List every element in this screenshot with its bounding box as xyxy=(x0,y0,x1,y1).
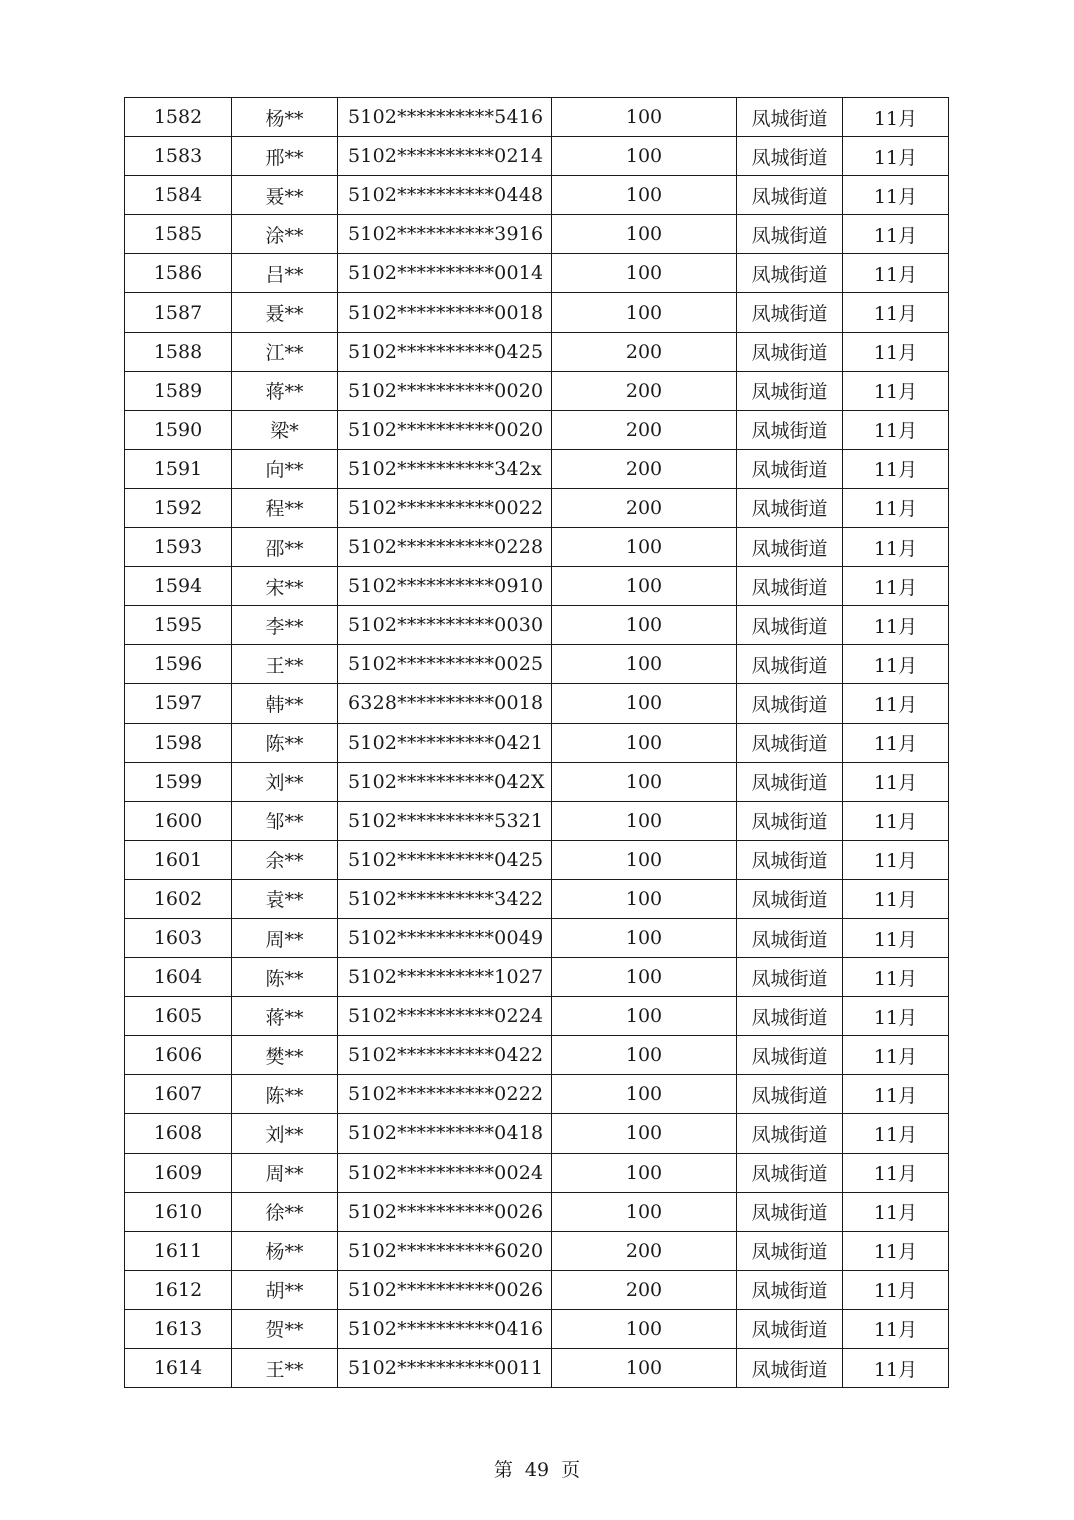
cell-serial-number: 1590 xyxy=(125,410,232,449)
cell-id-number: 5102**********0026 xyxy=(338,1270,552,1309)
cell-name: 涂** xyxy=(232,215,338,254)
table-row xyxy=(125,1153,949,1192)
cell-amount: 200 xyxy=(552,332,737,371)
table-row xyxy=(125,879,949,918)
cell-name: 余** xyxy=(232,840,338,879)
table-row xyxy=(125,410,949,449)
cell-serial-number: 1613 xyxy=(125,1309,232,1348)
cell-month: 11月 xyxy=(843,1270,949,1309)
cell-amount: 200 xyxy=(552,1270,737,1309)
cell-street: 凤城街道 xyxy=(737,645,843,684)
table-row xyxy=(125,723,949,762)
cell-id-number: 5102**********0011 xyxy=(338,1349,552,1388)
cell-name: 陈** xyxy=(232,1075,338,1114)
cell-id-number: 5102**********0025 xyxy=(338,645,552,684)
cell-id-number: 5102**********342x xyxy=(338,449,552,488)
cell-id-number: 5102**********0030 xyxy=(338,606,552,645)
cell-id-number: 5102**********6020 xyxy=(338,1231,552,1270)
cell-month: 11月 xyxy=(843,1309,949,1348)
cell-street: 凤城街道 xyxy=(737,762,843,801)
cell-month: 11月 xyxy=(843,1114,949,1153)
cell-street: 凤城街道 xyxy=(737,528,843,567)
cell-name: 向** xyxy=(232,449,338,488)
cell-amount: 100 xyxy=(552,1192,737,1231)
cell-amount: 100 xyxy=(552,1114,737,1153)
cell-amount: 100 xyxy=(552,762,737,801)
cell-amount: 200 xyxy=(552,371,737,410)
cell-street: 凤城街道 xyxy=(737,1153,843,1192)
cell-amount: 100 xyxy=(552,723,737,762)
cell-id-number: 5102**********0020 xyxy=(338,371,552,410)
cell-name: 王** xyxy=(232,1349,338,1388)
cell-serial-number: 1594 xyxy=(125,567,232,606)
cell-street: 凤城街道 xyxy=(737,1309,843,1348)
cell-month: 11月 xyxy=(843,332,949,371)
cell-id-number: 5102**********3422 xyxy=(338,879,552,918)
table-row xyxy=(125,762,949,801)
cell-id-number: 5102**********0910 xyxy=(338,567,552,606)
cell-month: 11月 xyxy=(843,98,949,137)
cell-amount: 200 xyxy=(552,488,737,527)
cell-month: 11月 xyxy=(843,1231,949,1270)
cell-street: 凤城街道 xyxy=(737,723,843,762)
cell-street: 凤城街道 xyxy=(737,176,843,215)
cell-serial-number: 1585 xyxy=(125,215,232,254)
cell-id-number: 5102**********0014 xyxy=(338,254,552,293)
cell-amount: 100 xyxy=(552,606,737,645)
cell-amount: 100 xyxy=(552,997,737,1036)
cell-id-number: 6328**********0018 xyxy=(338,684,552,723)
cell-amount: 100 xyxy=(552,1153,737,1192)
cell-name: 胡** xyxy=(232,1270,338,1309)
cell-street: 凤城街道 xyxy=(737,293,843,332)
cell-name: 蒋** xyxy=(232,371,338,410)
cell-name: 梁* xyxy=(232,410,338,449)
table-row xyxy=(125,488,949,527)
table-row xyxy=(125,567,949,606)
cell-id-number: 5102**********5321 xyxy=(338,801,552,840)
table-row xyxy=(125,918,949,957)
cell-serial-number: 1604 xyxy=(125,958,232,997)
cell-month: 11月 xyxy=(843,1192,949,1231)
table-row xyxy=(125,840,949,879)
cell-serial-number: 1586 xyxy=(125,254,232,293)
page-footer-suffix: 页 xyxy=(561,1459,581,1481)
cell-street: 凤城街道 xyxy=(737,1231,843,1270)
cell-amount: 100 xyxy=(552,918,737,957)
cell-street: 凤城街道 xyxy=(737,684,843,723)
cell-amount: 100 xyxy=(552,1349,737,1388)
cell-street: 凤城街道 xyxy=(737,918,843,957)
cell-month: 11月 xyxy=(843,723,949,762)
cell-id-number: 5102**********0416 xyxy=(338,1309,552,1348)
cell-serial-number: 1607 xyxy=(125,1075,232,1114)
cell-month: 11月 xyxy=(843,137,949,176)
cell-id-number: 5102**********0418 xyxy=(338,1114,552,1153)
cell-name: 邹** xyxy=(232,801,338,840)
table-row xyxy=(125,332,949,371)
cell-month: 11月 xyxy=(843,684,949,723)
cell-serial-number: 1599 xyxy=(125,762,232,801)
table-row xyxy=(125,215,949,254)
cell-serial-number: 1589 xyxy=(125,371,232,410)
cell-name: 陈** xyxy=(232,958,338,997)
cell-amount: 100 xyxy=(552,1309,737,1348)
cell-name: 樊** xyxy=(232,1036,338,1075)
cell-name: 韩** xyxy=(232,684,338,723)
cell-name: 陈** xyxy=(232,723,338,762)
table-row xyxy=(125,1036,949,1075)
cell-id-number: 5102**********0020 xyxy=(338,410,552,449)
cell-amount: 100 xyxy=(552,645,737,684)
cell-id-number: 5102**********0026 xyxy=(338,1192,552,1231)
table-row xyxy=(125,1349,949,1388)
cell-month: 11月 xyxy=(843,997,949,1036)
cell-id-number: 5102**********0024 xyxy=(338,1153,552,1192)
cell-month: 11月 xyxy=(843,488,949,527)
cell-amount: 100 xyxy=(552,958,737,997)
cell-month: 11月 xyxy=(843,449,949,488)
cell-month: 11月 xyxy=(843,762,949,801)
cell-serial-number: 1593 xyxy=(125,528,232,567)
cell-id-number: 5102**********0422 xyxy=(338,1036,552,1075)
cell-serial-number: 1609 xyxy=(125,1153,232,1192)
cell-amount: 100 xyxy=(552,254,737,293)
table-row xyxy=(125,1075,949,1114)
cell-street: 凤城街道 xyxy=(737,567,843,606)
cell-street: 凤城街道 xyxy=(737,254,843,293)
cell-street: 凤城街道 xyxy=(737,840,843,879)
table-row xyxy=(125,1309,949,1348)
cell-month: 11月 xyxy=(843,1349,949,1388)
cell-id-number: 5102**********0228 xyxy=(338,528,552,567)
table-row xyxy=(125,958,949,997)
table-row xyxy=(125,293,949,332)
cell-name: 贺** xyxy=(232,1309,338,1348)
cell-amount: 100 xyxy=(552,684,737,723)
table-row xyxy=(125,137,949,176)
cell-serial-number: 1610 xyxy=(125,1192,232,1231)
cell-serial-number: 1591 xyxy=(125,449,232,488)
cell-name: 宋** xyxy=(232,567,338,606)
cell-serial-number: 1597 xyxy=(125,684,232,723)
cell-serial-number: 1605 xyxy=(125,997,232,1036)
cell-serial-number: 1611 xyxy=(125,1231,232,1270)
cell-name: 刘** xyxy=(232,762,338,801)
cell-serial-number: 1602 xyxy=(125,879,232,918)
cell-id-number: 5102**********0224 xyxy=(338,997,552,1036)
table-row xyxy=(125,801,949,840)
cell-street: 凤城街道 xyxy=(737,958,843,997)
cell-street: 凤城街道 xyxy=(737,137,843,176)
cell-street: 凤城街道 xyxy=(737,1075,843,1114)
cell-month: 11月 xyxy=(843,606,949,645)
page-footer xyxy=(0,1455,1074,1482)
cell-month: 11月 xyxy=(843,528,949,567)
cell-name: 李** xyxy=(232,606,338,645)
cell-serial-number: 1598 xyxy=(125,723,232,762)
cell-id-number: 5102**********0214 xyxy=(338,137,552,176)
cell-name: 刘** xyxy=(232,1114,338,1153)
cell-id-number: 5102**********1027 xyxy=(338,958,552,997)
cell-amount: 100 xyxy=(552,801,737,840)
cell-name: 王** xyxy=(232,645,338,684)
cell-street: 凤城街道 xyxy=(737,879,843,918)
cell-serial-number: 1587 xyxy=(125,293,232,332)
cell-serial-number: 1606 xyxy=(125,1036,232,1075)
cell-amount: 100 xyxy=(552,1036,737,1075)
table-row xyxy=(125,254,949,293)
cell-id-number: 5102**********0222 xyxy=(338,1075,552,1114)
cell-street: 凤城街道 xyxy=(737,410,843,449)
cell-serial-number: 1584 xyxy=(125,176,232,215)
cell-street: 凤城街道 xyxy=(737,997,843,1036)
cell-name: 程** xyxy=(232,488,338,527)
cell-name: 杨** xyxy=(232,1231,338,1270)
page-footer-prefix: 第 xyxy=(493,1459,513,1481)
cell-serial-number: 1583 xyxy=(125,137,232,176)
table-row xyxy=(125,684,949,723)
cell-name: 徐** xyxy=(232,1192,338,1231)
cell-serial-number: 1614 xyxy=(125,1349,232,1388)
table-row xyxy=(125,98,949,137)
cell-name: 袁** xyxy=(232,879,338,918)
cell-month: 11月 xyxy=(843,958,949,997)
cell-id-number: 5102**********3916 xyxy=(338,215,552,254)
table-row xyxy=(125,528,949,567)
cell-serial-number: 1608 xyxy=(125,1114,232,1153)
cell-month: 11月 xyxy=(843,840,949,879)
cell-amount: 100 xyxy=(552,176,737,215)
cell-name: 周** xyxy=(232,1153,338,1192)
cell-month: 11月 xyxy=(843,567,949,606)
cell-id-number: 5102**********0425 xyxy=(338,332,552,371)
cell-month: 11月 xyxy=(843,410,949,449)
cell-name: 聂** xyxy=(232,293,338,332)
table-row xyxy=(125,1114,949,1153)
table-row xyxy=(125,371,949,410)
cell-street: 凤城街道 xyxy=(737,371,843,410)
cell-id-number: 5102**********0421 xyxy=(338,723,552,762)
cell-month: 11月 xyxy=(843,293,949,332)
cell-amount: 100 xyxy=(552,293,737,332)
cell-id-number: 5102**********0448 xyxy=(338,176,552,215)
table-row xyxy=(125,176,949,215)
cell-name: 聂** xyxy=(232,176,338,215)
cell-month: 11月 xyxy=(843,254,949,293)
cell-serial-number: 1601 xyxy=(125,840,232,879)
cell-name: 蒋** xyxy=(232,997,338,1036)
table-row xyxy=(125,449,949,488)
records-table-body xyxy=(125,98,949,1388)
table-row xyxy=(125,606,949,645)
cell-name: 邢** xyxy=(232,137,338,176)
cell-month: 11月 xyxy=(843,1075,949,1114)
cell-amount: 200 xyxy=(552,410,737,449)
cell-id-number: 5102**********042X xyxy=(338,762,552,801)
cell-street: 凤城街道 xyxy=(737,215,843,254)
cell-street: 凤城街道 xyxy=(737,1192,843,1231)
cell-street: 凤城街道 xyxy=(737,449,843,488)
cell-serial-number: 1596 xyxy=(125,645,232,684)
cell-id-number: 5102**********0022 xyxy=(338,488,552,527)
cell-name: 邵** xyxy=(232,528,338,567)
page-number: 49 xyxy=(524,1459,550,1481)
cell-month: 11月 xyxy=(843,176,949,215)
cell-amount: 100 xyxy=(552,98,737,137)
cell-serial-number: 1612 xyxy=(125,1270,232,1309)
cell-month: 11月 xyxy=(843,645,949,684)
cell-month: 11月 xyxy=(843,879,949,918)
cell-month: 11月 xyxy=(843,215,949,254)
cell-name: 杨** xyxy=(232,98,338,137)
cell-serial-number: 1595 xyxy=(125,606,232,645)
cell-amount: 100 xyxy=(552,528,737,567)
cell-month: 11月 xyxy=(843,1153,949,1192)
cell-month: 11月 xyxy=(843,371,949,410)
records-table xyxy=(124,97,949,1388)
table-row xyxy=(125,645,949,684)
table-row xyxy=(125,1192,949,1231)
cell-serial-number: 1603 xyxy=(125,918,232,957)
cell-month: 11月 xyxy=(843,801,949,840)
cell-amount: 100 xyxy=(552,1075,737,1114)
cell-street: 凤城街道 xyxy=(737,1349,843,1388)
cell-street: 凤城街道 xyxy=(737,606,843,645)
table-row xyxy=(125,1231,949,1270)
cell-serial-number: 1588 xyxy=(125,332,232,371)
cell-street: 凤城街道 xyxy=(737,488,843,527)
cell-street: 凤城街道 xyxy=(737,801,843,840)
cell-amount: 100 xyxy=(552,137,737,176)
cell-serial-number: 1582 xyxy=(125,98,232,137)
table-row xyxy=(125,1270,949,1309)
table-row xyxy=(125,997,949,1036)
cell-serial-number: 1592 xyxy=(125,488,232,527)
cell-name: 周** xyxy=(232,918,338,957)
cell-street: 凤城街道 xyxy=(737,98,843,137)
cell-id-number: 5102**********0018 xyxy=(338,293,552,332)
cell-month: 11月 xyxy=(843,1036,949,1075)
cell-name: 吕** xyxy=(232,254,338,293)
cell-name: 江** xyxy=(232,332,338,371)
cell-street: 凤城街道 xyxy=(737,332,843,371)
cell-id-number: 5102**********5416 xyxy=(338,98,552,137)
cell-amount: 100 xyxy=(552,215,737,254)
cell-street: 凤城街道 xyxy=(737,1114,843,1153)
cell-street: 凤城街道 xyxy=(737,1036,843,1075)
cell-amount: 200 xyxy=(552,1231,737,1270)
cell-street: 凤城街道 xyxy=(737,1270,843,1309)
cell-serial-number: 1600 xyxy=(125,801,232,840)
cell-amount: 100 xyxy=(552,879,737,918)
cell-id-number: 5102**********0049 xyxy=(338,918,552,957)
cell-month: 11月 xyxy=(843,918,949,957)
cell-amount: 100 xyxy=(552,840,737,879)
cell-id-number: 5102**********0425 xyxy=(338,840,552,879)
cell-amount: 200 xyxy=(552,449,737,488)
cell-amount: 100 xyxy=(552,567,737,606)
